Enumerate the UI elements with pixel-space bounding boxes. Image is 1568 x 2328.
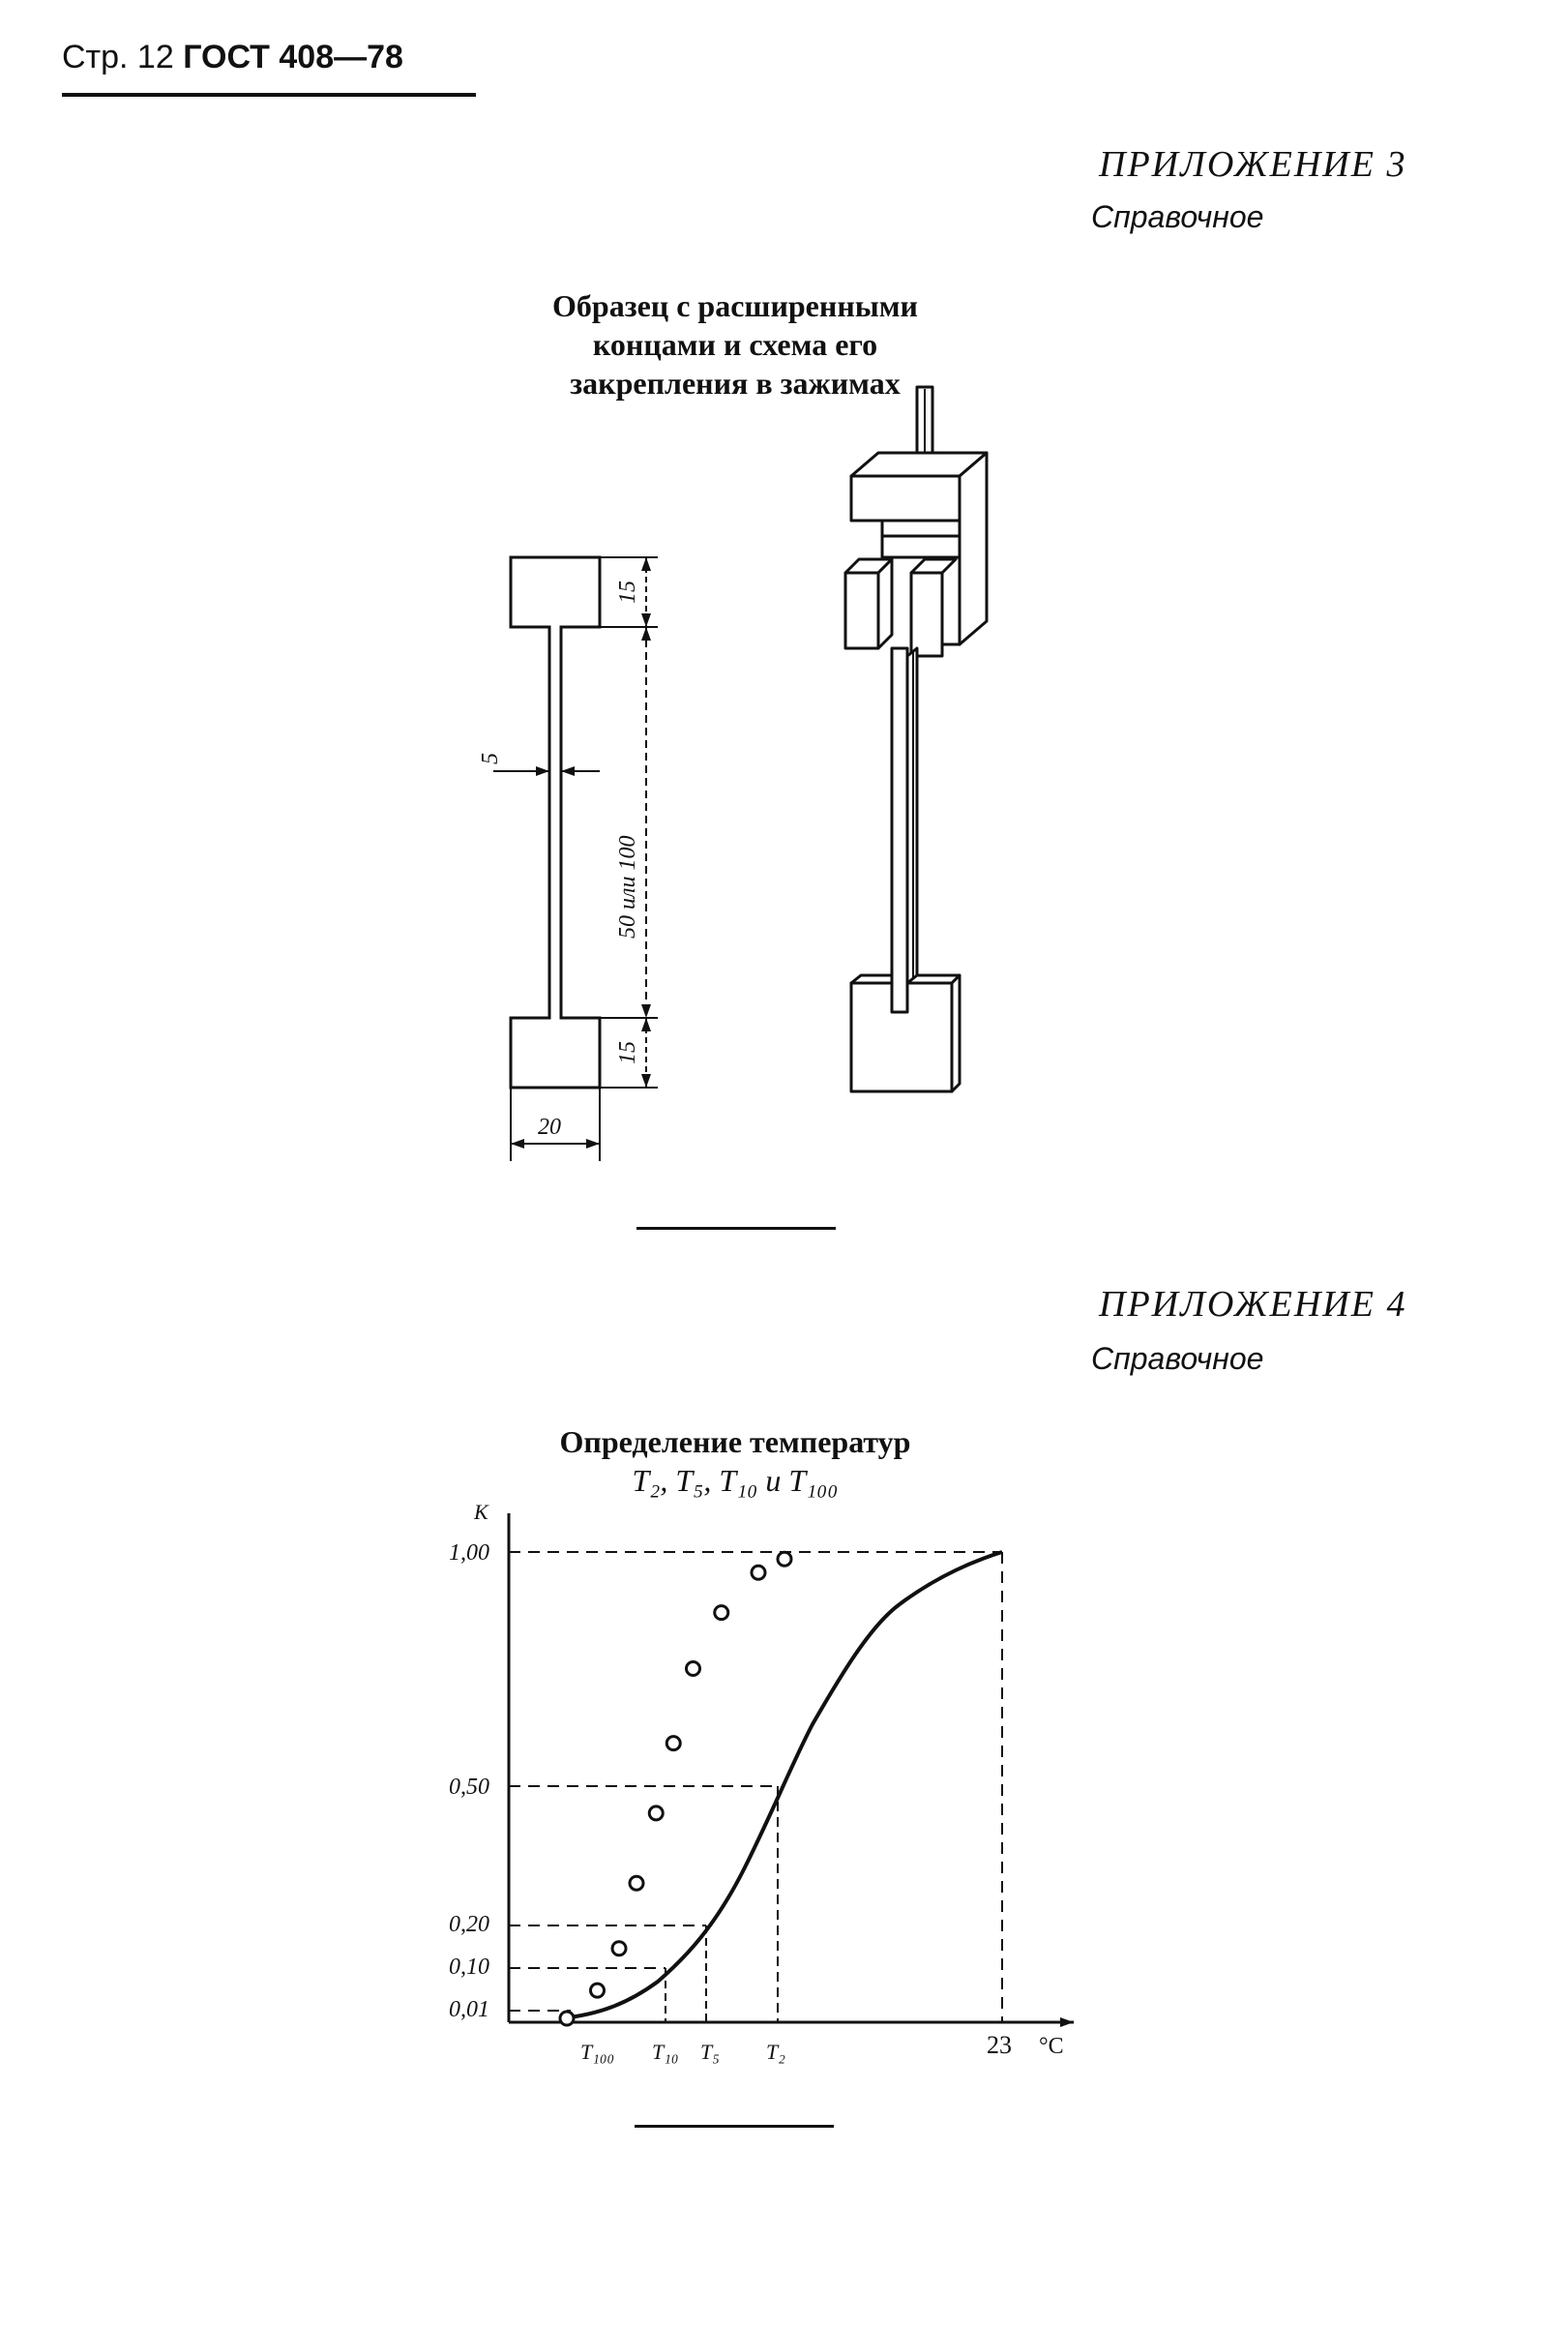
y-tick-label: 0,01 — [449, 1997, 489, 2022]
separator-rule — [636, 1227, 836, 1230]
appendix-4-subtitle: Справочное — [1091, 1341, 1264, 1376]
figure-1-title-line: закрепления в зажимах — [570, 366, 901, 401]
figure-2-title — [464, 1422, 1006, 1500]
x-tick-label: T₁₀₀ — [580, 2040, 615, 2064]
y-tick-label: 0,50 — [449, 1775, 489, 1800]
appendix-4-title: ПРИЛОЖЕНИЕ 4 — [1099, 1284, 1407, 1325]
x-axis-label: °С — [1039, 2034, 1064, 2059]
x-tick-label: T₅ — [700, 2040, 720, 2064]
separator-rule-bottom — [635, 2125, 834, 2128]
specimen-outline — [511, 557, 600, 1088]
y-tick-label: 0,20 — [449, 1912, 489, 1937]
chart-point — [630, 1876, 643, 1890]
figure-1-title-line: Образец с расширенными — [552, 288, 918, 323]
appendix-3-title: ПРИЛОЖЕНИЕ 3 — [1099, 144, 1407, 185]
chart-points — [560, 1552, 791, 2025]
temperature-chart — [435, 1500, 1093, 2100]
chart-point — [591, 1984, 605, 1997]
dim-width: 20 — [538, 1115, 561, 1140]
chart-point — [666, 1737, 680, 1750]
page-number: Стр. 12 — [62, 39, 174, 75]
x-tick-label: T₂ — [766, 2040, 785, 2064]
dim-neck-width: 5 — [478, 753, 503, 764]
x-tick-label: T₁₀ — [652, 2040, 679, 2064]
specimen-drawing — [464, 522, 716, 1180]
clamp-drawing — [832, 368, 996, 1122]
y-tick-label: 1,00 — [449, 1540, 489, 1566]
chart-point — [778, 1552, 791, 1566]
figure-2-title-line: Определение температур — [559, 1424, 911, 1459]
chart-point — [715, 1606, 728, 1620]
standard-number: ГОСТ 408—78 — [183, 39, 403, 75]
y-axis-label: К — [474, 1500, 488, 1524]
dim-end-bottom: 15 — [615, 1041, 640, 1064]
y-tick-label: 0,10 — [449, 1955, 489, 1980]
chart-point — [649, 1806, 663, 1820]
chart-point — [687, 1662, 700, 1676]
dim-end-top: 15 — [615, 581, 640, 604]
figure-2-subtitle: T₂, T₅, T₁₀ и T₁₀₀ — [632, 1463, 839, 1498]
header-rule — [62, 93, 476, 97]
dim-gauge-length: 50 или 100 — [615, 835, 640, 939]
figure-1-title-line: концами и схема его — [592, 327, 878, 362]
x-tick-label: 23 — [987, 2031, 1012, 2059]
chart-point — [560, 2012, 574, 2025]
appendix-3-subtitle: Справочное — [1091, 199, 1264, 234]
chart-point — [752, 1566, 765, 1579]
chart-point — [612, 1942, 626, 1955]
page-header — [62, 39, 403, 76]
